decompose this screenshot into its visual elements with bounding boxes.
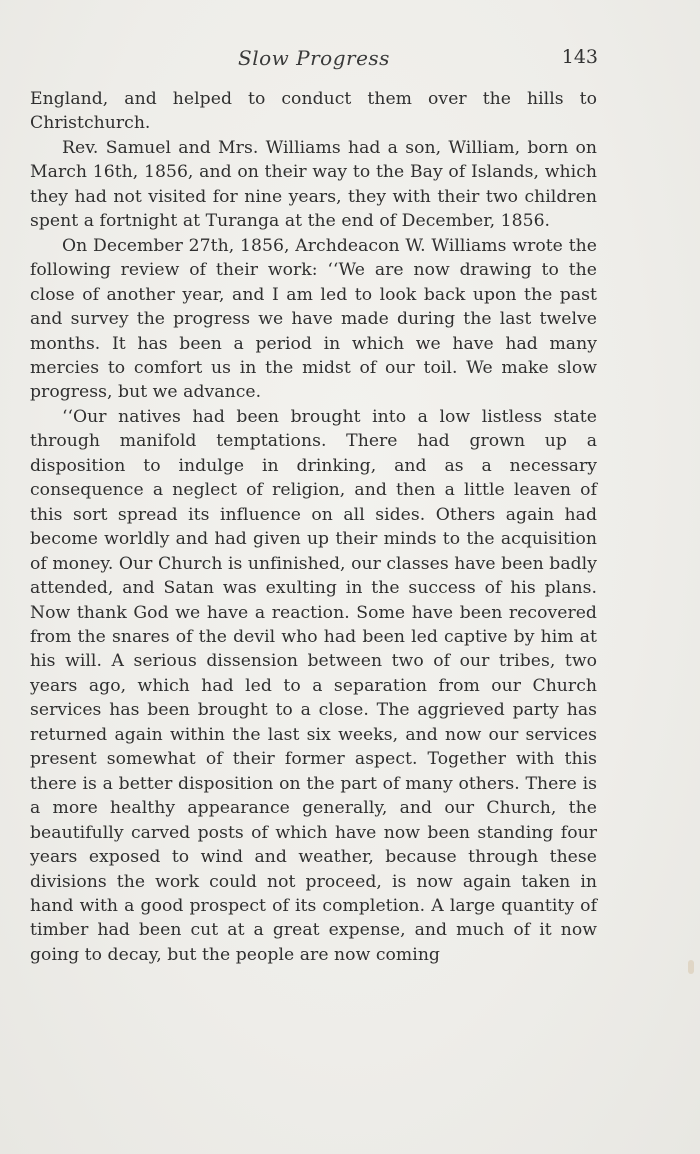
body-text [30,87,597,967]
running-title: Slow Progress [238,46,390,70]
paragraph-3: On December 27th, 1856, Archdeacon W. Williams wrote the following review of their work: ‘‘We are now drawing to the close of another year, and I am led to look back upon the past and survey the progress we have made during the last twelve months. It has been a period in which we have had many mercies to comfort us in the midst of our toil. We make slow progress, but we advance. [30,235,597,403]
page-number: 143 [561,46,598,68]
page-header [30,46,598,76]
paragraph-4: ‘‘Our natives had been brought into a low listless state through manifold temptations. There had grown up a disposition to indulge in drinking, and as a necessary consequence a neglect of religion, and then a little leaven of this sort spread its influence on all sides. Others again had become worldly and had given up their minds to the acquisition of money. Our Church is unfinished, our classes have been badly attended, and Satan was exulting in the success of his plans. Now thank God we have a reaction. Some have been recovered from the snares of the devil who had been led captive by him at his will. A serious dissension between two of our tribes, two years ago, which had led to a separation from our Church services has been brought to a close. The aggrieved party has returned again within the last six weeks, and now our services present somewhat of their former aspect. Together with this there is a better disposition on the part of many others. There is a more healthy appearance generally, and our Church, the beautifully carved posts of which have now been standing four years exposed to wind and weather, because through these divisions the work could not proceed, is now again taken in hand with a good prospect of its completion. A large quantity of timber had been cut at a great expense, and much of it now going to decay, but the people are now coming [30,406,597,965]
paragraph-1: England, and helped to conduct them over the hills to Christchurch. [30,89,597,134]
paper-smudge [688,960,694,974]
paragraph-2: Rev. Samuel and Mrs. Williams had a son, William, born on March 16th, 1856, and on their way to the Bay of Islands, which they had not visited for nine years, they with their two children spent a fortnight at Turanga at the end of December, 1856. [30,137,597,232]
